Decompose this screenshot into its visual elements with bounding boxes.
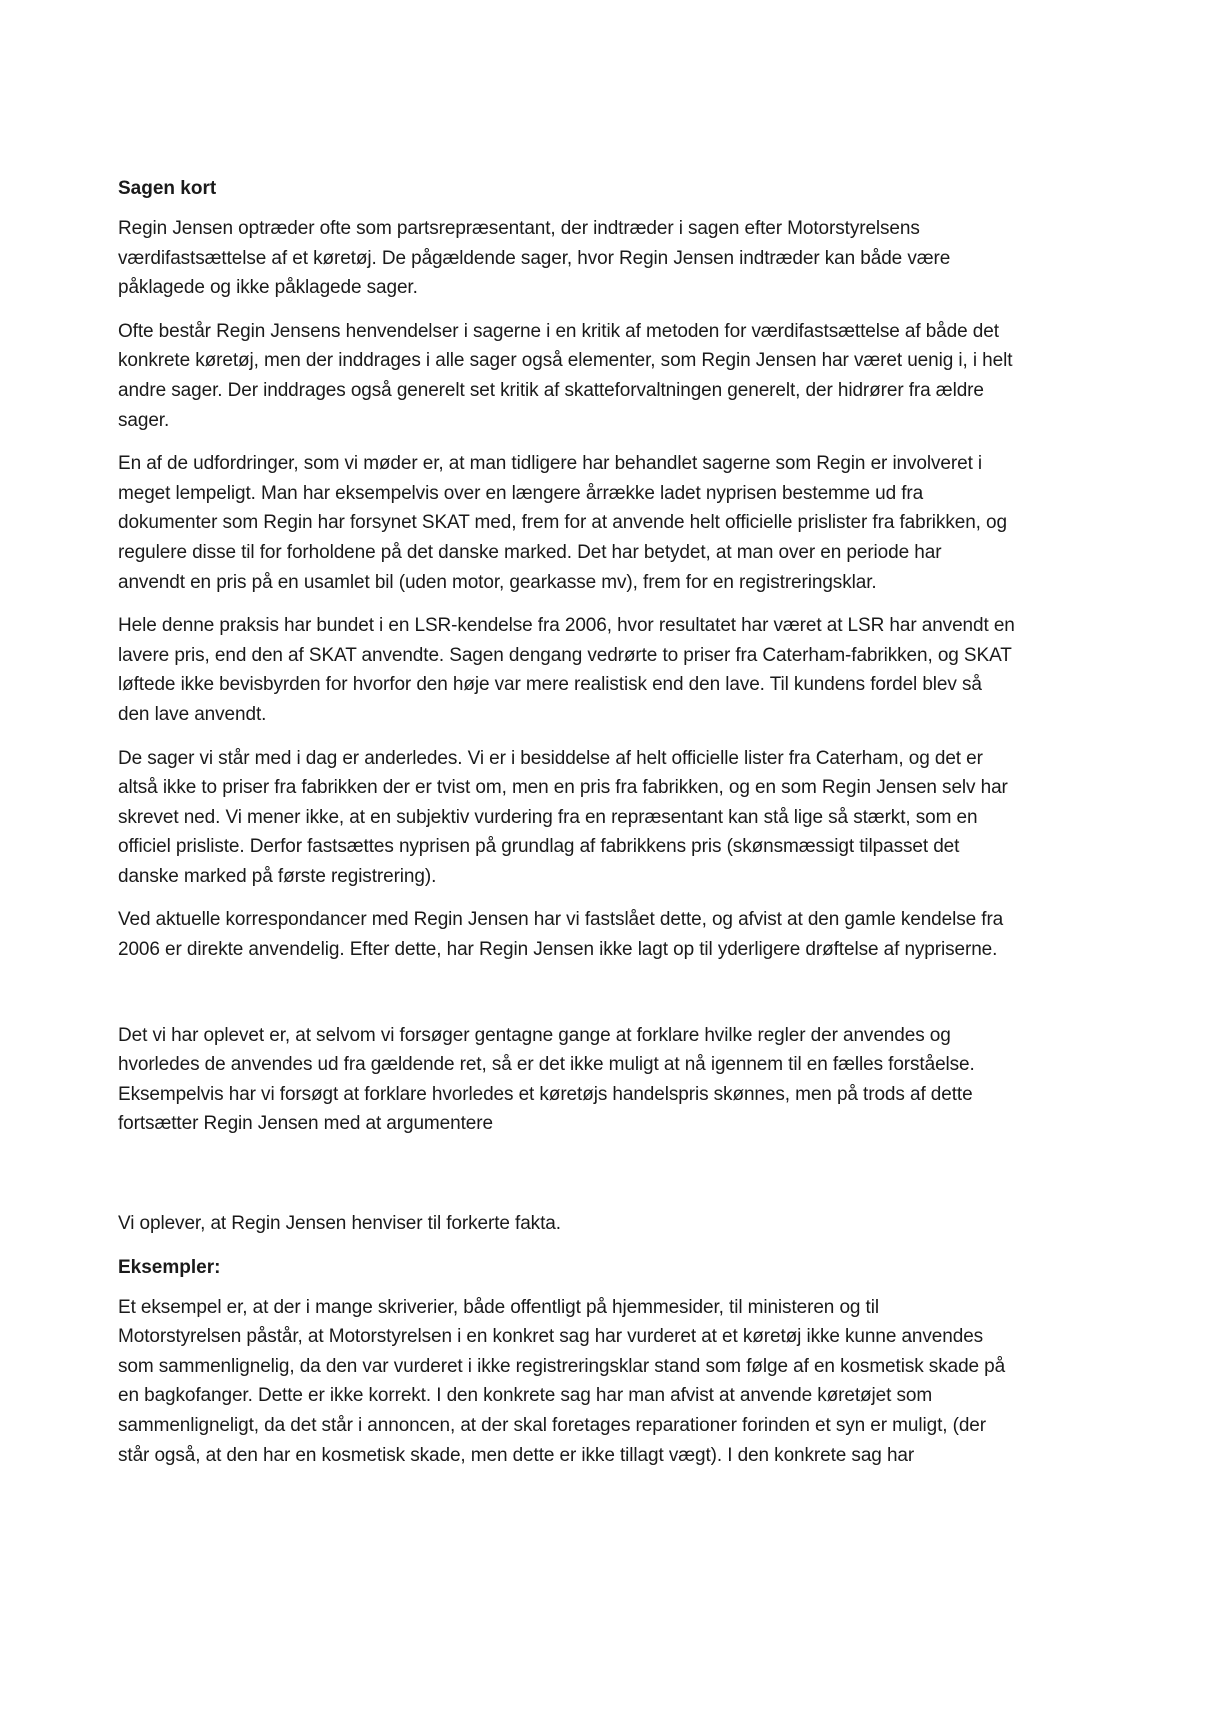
text-line: en bagkofanger. Dette er ikke korrekt. I den konkrete sag har man afvist at anvende køretøjet som [118, 1385, 933, 1407]
text-line: meget lempeligt. Man har eksempelvis over en længere årrække ladet nyprisen bestemme ud fra [118, 482, 924, 504]
text-line: andre sager. Der inddrages også generelt set kritik af skatteforvaltningen generelt, der hidrører fra ældre [118, 379, 984, 401]
paragraph-wrong-facts [118, 1209, 1118, 1239]
text-line: Ofte består Regin Jensens henvendelser i sagerne i en kritik af metoden for værdifastsættelse af både det [118, 320, 999, 342]
text-line: officiel prisliste. Derfor fastsættes nyprisen på grundlag af fabrikkens pris (skønsmæssigt tilpasset det [118, 836, 960, 858]
text-line: Regin Jensen optræder ofte som partsrepræsentant, der indtræder i sagen efter Motorstyrelsens [118, 218, 920, 239]
section-heading-sagen-kort: Sagen kort [118, 178, 217, 199]
paragraph-criticism [118, 317, 1118, 435]
text-line: som sammenlignelig, da den var vurderet i ikke registreringsklar stand som følge af en kosmetisk skade på [118, 1355, 1006, 1377]
text-line: Vi oplever, at Regin Jensen henviser til forkerte fakta. [118, 1213, 561, 1235]
text-line: De sager vi står med i dag er anderledes. Vi er i besiddelse af helt officielle lister fra Caterham, og det er [118, 747, 983, 769]
blank-space [118, 1153, 1118, 1209]
text-line: Hele denne praksis har bundet i en LSR-kendelse fra 2006, hvor resultatet har været at LSR har anvendt en [118, 615, 1015, 637]
text-line: Motorstyrelsen påstår, at Motorstyrelsen i en konkret sag har vurderet at et køretøj ikke kunne anvendes [118, 1326, 984, 1348]
blank-space [118, 979, 1118, 1021]
text-line: står også, at den har en kosmetisk skade, men dette er ikke tillagt vægt). I den konkrete sag har [118, 1444, 915, 1466]
text-line: sammenligneligt, da det står i annoncen, at der skal foretages reparationer forinden et syn er muligt, (der [118, 1415, 986, 1436]
paragraph-example [118, 1293, 1118, 1471]
section-heading-eksempler: Eksempler: [118, 1256, 221, 1278]
text-line: skrevet ned. Vi mener ikke, at en subjektiv vurdering fra en repræsentant kan stå lige så stærkt, som en [118, 806, 978, 828]
text-line: sager. [118, 409, 170, 431]
paragraph-experience [118, 1021, 1118, 1139]
text-line: danske marked på første registrering). [118, 865, 437, 887]
paragraph-current-cases [118, 744, 1118, 892]
text-line: Det vi har oplevet er, at selvom vi forsøger gentagne gange at forklare hvilke regler der anvendes og [118, 1024, 951, 1046]
text-line: hvorledes de anvendes ud fra gældende ret, så er det ikke muligt at nå igennem til en fælles forståelse. [118, 1054, 975, 1076]
document-body [118, 174, 1118, 1484]
text-line: Ved aktuelle korrespondancer med Regin Jensen har vi fastslået dette, og afvist at den gamle kendelse fra [118, 909, 1004, 931]
text-line: Et eksempel er, at der i mange skriverier, både offentligt på hjemmesider, til ministeren og til [118, 1296, 879, 1318]
text-line: fortsætter Regin Jensen med at argumentere [118, 1113, 493, 1135]
paragraph-intro [118, 214, 1118, 303]
text-line: Eksempelvis har vi forsøgt at forklare hvorledes et køretøjs handelspris skønnes, men på trods af dette [118, 1083, 973, 1105]
text-line: altså ikke to priser fra fabrikken der er tvist om, men en pris fra fabrikken, og en som Regin Jensen selv har [118, 777, 1008, 799]
paragraph-correspondence [118, 905, 1118, 964]
text-line: anvendt en pris på en usamlet bil (uden motor, gearkasse mv), frem for en registreringsklar. [118, 571, 877, 593]
text-line: dokumenter som Regin har forsynet SKAT med, frem for at anvende helt officielle prislister fra fabrikken, og [118, 512, 1007, 534]
paragraph-lsr-ruling [118, 611, 1118, 729]
text-line: løftede ikke bevisbyrden for hvorfor den høje var mere realistisk end den lave. Til kundens fordel blev så [118, 674, 982, 696]
text-line: påklagede og ikke påklagede sager. [118, 277, 418, 299]
paragraph-challenges [118, 449, 1118, 597]
text-line: værdifastsættelse af et køretøj. De pågældende sager, hvor Regin Jensen indtræder kan både være [118, 247, 951, 269]
text-line: den lave anvendt. [118, 703, 267, 725]
text-line: lavere pris, end den af SKAT anvendte. Sagen dengang vedrørte to priser fra Caterham-fabrikken, og SKAT [118, 644, 1012, 666]
text-line: En af de udfordringer, som vi møder er, at man tidligere har behandlet sagerne som Regin er involveret i [118, 453, 983, 475]
text-line: regulere disse til for forholdene på det danske marked. Det har betydet, at man over en periode har [118, 541, 942, 563]
text-line: konkrete køretøj, men der inddrages i alle sager også elementer, som Regin Jensen har været uenig i, i helt [118, 350, 1013, 372]
text-line: 2006 er direkte anvendelig. Efter dette, har Regin Jensen ikke lagt op til yderligere drøftelse af nypriserne. [118, 939, 998, 961]
